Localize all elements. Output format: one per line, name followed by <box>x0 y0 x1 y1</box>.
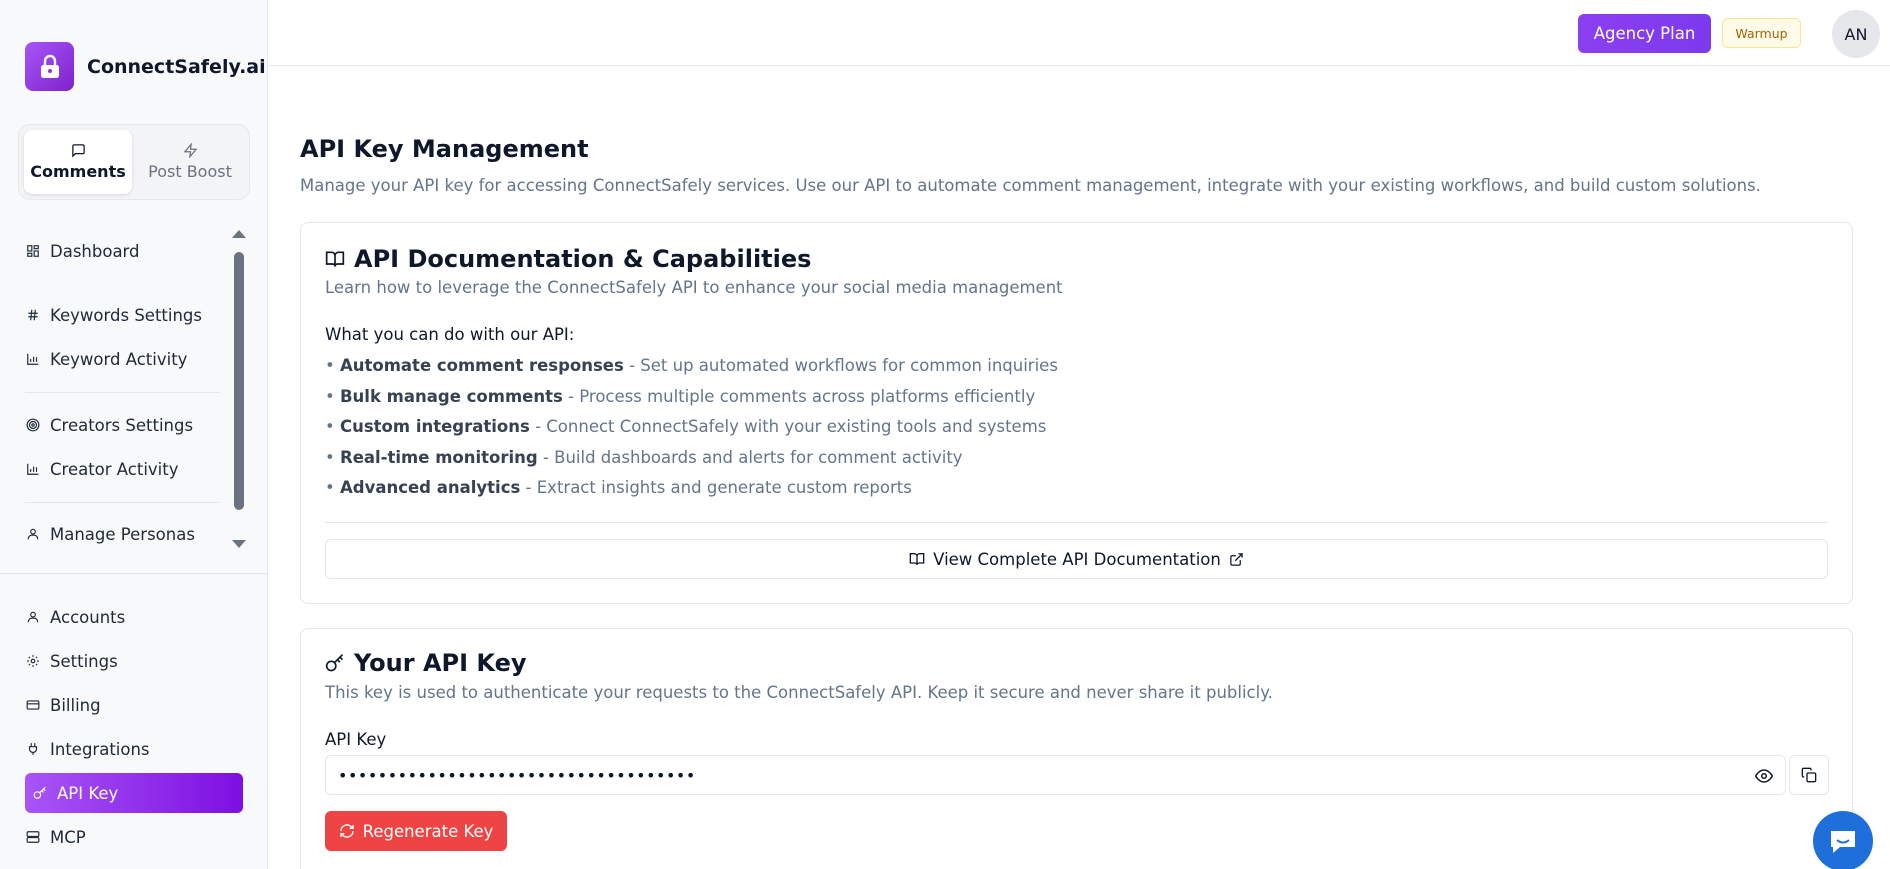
sidebar <box>0 0 268 869</box>
list-item: • Automate comment responses - Set up automated workflows for common inquiries <box>325 356 1058 375</box>
warmup-badge: Warmup <box>1722 18 1801 48</box>
sidebar-item-label: Keyword Activity <box>50 349 188 369</box>
scroll-thumb[interactable] <box>234 252 244 510</box>
sidebar-item-creator-activity[interactable] <box>25 449 243 489</box>
api-key-title <box>325 649 527 677</box>
mode-toggle <box>18 124 250 200</box>
copy-button[interactable] <box>1789 755 1829 795</box>
book-open-icon <box>909 551 925 567</box>
card-divider <box>325 522 1828 523</box>
capability-text: - Process multiple comments across platforms efficiently <box>562 386 1036 406</box>
sidebar-item-creators-settings[interactable] <box>25 405 243 445</box>
list-item: • Advanced analytics - Extract insights and generate custom reports <box>325 478 912 498</box>
page-title: API Key Management <box>300 135 589 163</box>
api-key-value: •••••••••••••••••••••••••••••••••••• <box>338 765 696 785</box>
refresh-icon <box>339 823 355 839</box>
sidebar-item-api-key[interactable] <box>25 773 243 813</box>
post-boost-toggle-label: Post Boost <box>148 162 232 181</box>
book-open-icon <box>325 248 347 270</box>
target-icon <box>25 417 41 433</box>
agency-plan-button[interactable]: Agency Plan <box>1578 14 1711 53</box>
hash-icon <box>25 307 41 323</box>
api-key-title-text: Your API Key <box>354 649 527 677</box>
user-icon <box>25 609 41 625</box>
api-docs-description: Learn how to leverage the ConnectSafely API to enhance your social media management <box>325 278 1063 297</box>
sidebar-divider <box>0 573 268 574</box>
post-boost-toggle[interactable] <box>136 130 244 194</box>
api-key-label: API Key <box>325 730 387 749</box>
avatar[interactable]: AN <box>1832 10 1880 58</box>
view-docs-button[interactable] <box>325 539 1828 579</box>
external-link-icon <box>1229 552 1244 567</box>
plug-icon <box>25 741 41 757</box>
capabilities-list <box>325 356 1058 509</box>
key-icon <box>325 652 347 674</box>
capability-text: - Connect ConnectSafely with your existing tools and systems <box>529 417 1047 437</box>
sidebar-item-label: Settings <box>50 651 118 671</box>
capability-name: Custom integrations <box>339 417 530 437</box>
api-key-description: This key is used to authenticate your requests to the ConnectSafely API. Keep it secure and never share it publicly. <box>325 683 1273 702</box>
brand-name: ConnectSafely.ai <box>87 55 266 78</box>
scroll-down-arrow-icon[interactable] <box>232 540 246 548</box>
nav-divider <box>25 392 220 393</box>
nav-scroll-area <box>0 228 252 550</box>
copy-icon <box>1801 767 1817 783</box>
message-square-icon <box>71 143 86 158</box>
capability-text: - Extract insights and generate custom reports <box>520 478 912 498</box>
capabilities-heading: What you can do with our API: <box>325 325 575 344</box>
chat-widget-button[interactable] <box>1813 811 1873 869</box>
sidebar-item-keywords-settings[interactable] <box>25 295 243 335</box>
zap-icon <box>183 143 198 158</box>
list-item: • Bulk manage comments - Process multiple comments across platforms efficiently <box>325 386 1036 406</box>
sidebar-item-label: Billing <box>50 695 101 715</box>
sidebar-item-accounts[interactable] <box>25 597 243 637</box>
user-icon <box>25 526 41 542</box>
api-key-field[interactable] <box>325 755 1786 795</box>
capability-name: Advanced analytics <box>339 478 521 498</box>
sidebar-item-label: Creators Settings <box>50 415 194 435</box>
sidebar-item-label: Manage Personas <box>50 524 195 544</box>
credit-card-icon <box>25 697 41 713</box>
capability-name: Automate comment responses <box>339 356 624 375</box>
nav-scrollbar[interactable] <box>232 230 246 548</box>
comments-toggle[interactable] <box>24 130 132 194</box>
sidebar-item-label: Accounts <box>50 607 126 627</box>
grid-icon <box>25 243 41 259</box>
api-key-card <box>300 628 1853 869</box>
sidebar-item-keyword-activity[interactable] <box>25 339 243 379</box>
server-icon <box>25 829 41 845</box>
lock-icon <box>25 42 74 91</box>
bar-chart-icon <box>25 351 41 367</box>
sidebar-item-settings[interactable] <box>25 641 243 681</box>
gear-icon <box>25 653 41 669</box>
api-docs-title <box>325 245 811 273</box>
sidebar-item-label: API Key <box>57 783 119 803</box>
sidebar-item-label: Creator Activity <box>50 459 179 479</box>
sidebar-item-integrations[interactable] <box>25 729 243 769</box>
sidebar-item-mcp[interactable] <box>25 817 243 857</box>
capability-text: - Set up automated workflows for common inquiries <box>623 356 1058 375</box>
capability-text: - Build dashboards and alerts for comment activity <box>537 447 963 467</box>
list-item: • Custom integrations - Connect ConnectSafely with your existing tools and systems <box>325 417 1047 437</box>
regenerate-key-button[interactable] <box>325 811 507 851</box>
api-docs-title-text: API Documentation & Capabilities <box>354 245 812 273</box>
eye-icon[interactable] <box>1755 767 1773 785</box>
view-docs-label: View Complete API Documentation <box>933 549 1221 569</box>
api-docs-card <box>300 222 1853 604</box>
regenerate-key-label: Regenerate Key <box>362 821 494 841</box>
nav-divider <box>25 502 220 503</box>
chat-bubble-icon <box>1828 827 1858 855</box>
sidebar-item-manage-personas[interactable] <box>25 514 243 550</box>
page-description: Manage your API key for accessing ConnectSafely services. Use our API to automate comment management, integrate with your existing workflows, and build custom solutions. <box>300 176 1761 195</box>
sidebar-item-label: MCP <box>50 827 86 847</box>
sidebar-item-dashboard[interactable] <box>25 231 243 271</box>
brand[interactable] <box>25 42 266 91</box>
key-icon <box>32 785 48 801</box>
sidebar-item-label: Dashboard <box>50 241 140 261</box>
sidebar-item-label: Keywords Settings <box>50 305 202 325</box>
capability-name: Bulk manage comments <box>339 386 563 406</box>
comments-toggle-label: Comments <box>30 162 126 181</box>
scroll-up-arrow-icon[interactable] <box>232 230 246 238</box>
sidebar-item-label: Integrations <box>50 739 150 759</box>
list-item: • Real-time monitoring - Build dashboards and alerts for comment activity <box>325 447 963 467</box>
capability-name: Real-time monitoring <box>339 447 538 467</box>
sidebar-item-billing[interactable] <box>25 685 243 725</box>
bar-chart-icon <box>25 461 41 477</box>
